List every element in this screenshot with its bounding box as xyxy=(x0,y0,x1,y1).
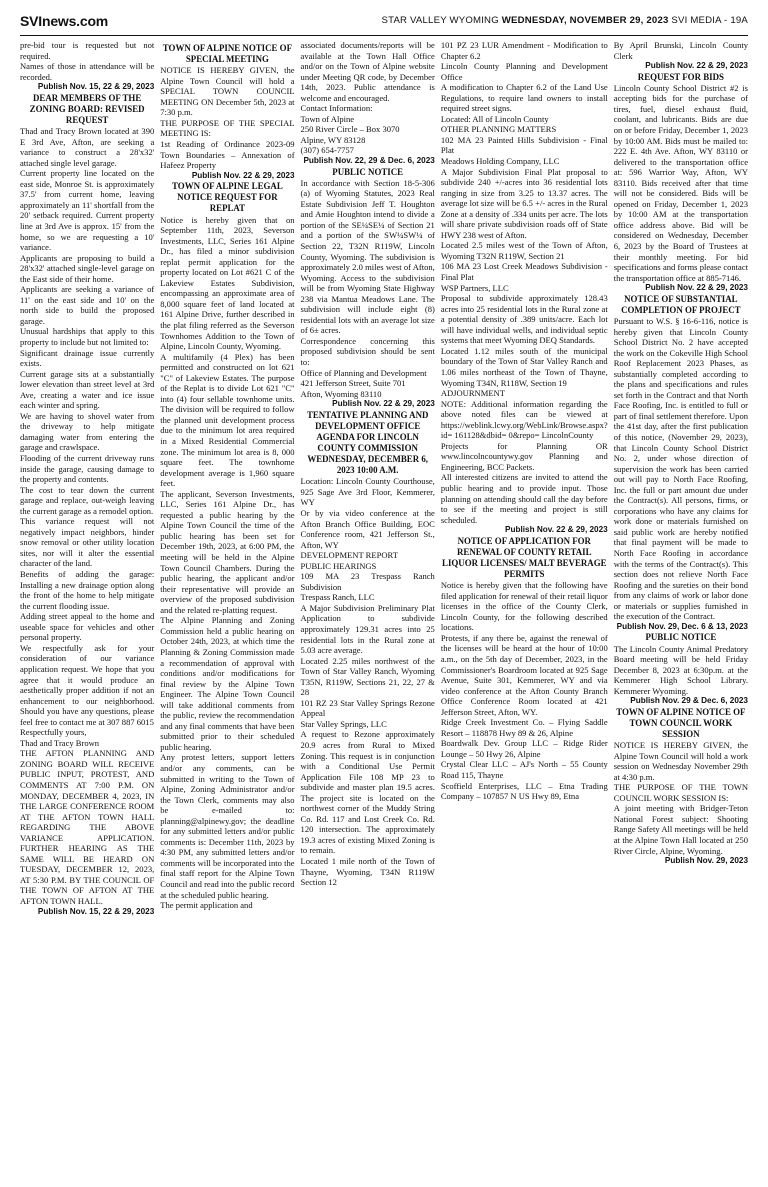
column-1 xyxy=(20,40,154,1177)
notice-text: Pursuant to W.S. § 16-6-116, notice is hereby given that Lincoln County School District No. 2 have accepted the work on the Cokeville High School Roof Replacement 2023 Phases, as substantially completed according to the plans and specifications and rules set forth in the Contract and that North Face Roofing, Inc. is entitled to full or part of final settlement therefore. Upon the 41st day, after the first publication of this notice, (November 29, 2023), that Lincoln County School District No. 2, under whose direction of supervision the work has been carried out will pay to North Face Roofing, Inc. the full or part amount due under the Contract(s). All persons, firms, or corporations who have any claims for work done or materials furnished on said public work are hereby notified that final payment will be made to North Face Roofing in accordance with the terms of the Contract(s). This section does not relieve North Face Roofing and the sureties on their bond from any claims of work or labor done or materials or supplies furnished in the execution of the Contract. xyxy=(613,315,748,622)
notice-text: Notice is hereby given that on September 11th, 2023, Severson Investments, LLC, Series 161 Alpine Dr., has filed a minor subdivision replat permit application for the property located on Lot #621 C of the Lakeview Estates Subdivision, encompassing an approximate area of 8,000 square feet of land located at 161 Alpine Drive, further described in the plat filing referred as the Severson Townhomes Addition to the Town of Alpine, Lincoln County, Wyoming. xyxy=(160,214,295,352)
notice-text: THE PURPOSE OF THE SPECIAL MEETING IS: xyxy=(160,117,295,139)
notice-text: Located 1.12 miles south of the municipal boundary of the Town of Star Valley Ranch and 1.06 miles northeast of the Town of Thayne, Wyoming T34N, R118W, Section 19 xyxy=(440,345,608,388)
header-info xyxy=(382,15,749,26)
notice-text: Lincoln County Planning and Development Office xyxy=(440,61,608,82)
notice-text: (307) 654-7757 xyxy=(300,145,354,156)
notice-title: REQUEST FOR BIDS xyxy=(637,71,724,82)
notice-text: Located 1 mile north of the Town of Thayne, Wyoming, T34N R119W Section 12 xyxy=(300,856,435,888)
notice-text: Applicants are seeking a variance of 11' on the east side and 10' on the north side to build the proposed garage. xyxy=(20,284,155,326)
notice-text: Flooding of the current driveway runs inside the garage, causing damage to the property and contents. xyxy=(20,453,155,485)
notice-text: Located: All of Lincoln County xyxy=(440,113,549,124)
publish-dates: Publish Nov. 22 & 29, 2023 xyxy=(332,399,435,409)
notice-title: PUBLIC NOTICE xyxy=(332,166,404,177)
notice-title: NOTICE OF SUBSTANTIAL COMPLETION OF PROJECT xyxy=(621,293,741,315)
publish-dates: Publish Nov. 29 & Dec. 6, 2023 xyxy=(630,696,748,706)
notice-title: TOWN OF ALPINE NOTICE OF TOWN COUNCIL WORK SESSION xyxy=(616,706,746,740)
notice-text: Afton, Wyoming 83110 xyxy=(300,388,382,399)
publish-dates: Publish Nov. 15, 22 & 29, 2023 xyxy=(37,82,155,92)
notice-title: PUBLIC NOTICE xyxy=(645,632,717,643)
notice-text: associated documents/reports will be available at the Town Hall Office and/or on the Town of Alpine website under Meeting QR code, by December 14th, 2023. Public attendance is welcome and encouraged. xyxy=(300,40,435,103)
notice-text: NOTE: Additional information regarding the above noted files can be viewed at https://weblink.lcwy.org/WebLink/Browse.aspx?id= 161128&dbid= 0&repo= LincolnCounty xyxy=(440,398,608,441)
notice-text: ADJOURNMENT xyxy=(440,388,505,399)
notice-text: A Major Subdivision Preliminary Plat Application to subdivide approximately 129.31 acres into 25 residential lots in the Rural zone at 5.03 acre average. xyxy=(300,602,435,656)
notice-text: THE AFTON PLANNING AND ZONING BOARD WILL RECEIVE PUBLIC INPUT, PROTEST, AND COMMENTS AT 7:00 P.M. ON MONDAY, DECEMBER 4, 2023, IN THE LARGE CONFERENCE ROOM AT THE AFTON TOWN HALL REGARDING THE ABOVE VARIANCE APPLICATION. FURTHER HEARING AS THE SAME WILL BE HEARD ON TUESDAY, DECEMBER 12, 2023, AT 5:30 P.M. BY THE COUNCIL OF THE TOWN OF AFTON AT THE AFTON TOWN HALL. xyxy=(20,748,155,906)
publish-dates: Publish Nov. 29, 2023 xyxy=(664,856,748,866)
notice-text: Town of Alpine xyxy=(300,113,355,124)
notice-text: Projects for Planning OR www.lincolncountywy.gov Planning and Engineering, BCC Packets. xyxy=(440,440,608,472)
notice-text: Location: Lincoln County Courthouse, 925 Sage Ave 3rd Floor, Kemmerer, WY xyxy=(300,476,435,508)
notice-text: 250 River Circle – Box 3070 xyxy=(300,124,400,135)
notice-text: 106 MA 23 Lost Creek Meadows Subdivision - Final Plat xyxy=(440,261,608,283)
notice-text: Alpine, WY 83128 xyxy=(300,134,366,145)
notice-text: Office of Planning and Development xyxy=(300,367,427,378)
notice-text: Current property line located on the east side, Monroe St. is approximately 37.5' from current home, leaving approximately an 11' shortfall from the 20' setback required. Current property line at 3rd Ave is approx. 15' from the home, so we are requesting a 10' variance. xyxy=(20,168,155,253)
notice-title: TOWN OF ALPINE NOTICE OF SPECIAL MEETING xyxy=(162,43,292,65)
notice-title: TENTATIVE PLANNING AND DEVELOPMENT OFFICE AGENDA FOR LINCOLN COUNTY COMMISSION WEDNESDAY, DECEMBER 6, 2023 10:00 A.M. xyxy=(306,409,429,476)
notice-text: 101 PZ 23 LUR Amendment - Modification to Chapter 6.2 xyxy=(440,40,608,61)
notice-text: By April Brunski, Lincoln County Clerk xyxy=(613,40,748,61)
notice-text: We respectfully ask for your consideration of our variance application request. We hope that you agree that it would produce an aesthetically proper addition if not an enhancement to our neighborhood. Should you have any questions, please feel free to contact me at 307 887 6015 xyxy=(20,642,155,727)
site-name[interactable]: SVInews.com xyxy=(20,12,109,29)
header-date: WEDNESDAY, NOVEMBER 29, 2023 xyxy=(501,15,669,26)
notice-text: Correspondence concerning this proposed subdivision should be sent to: xyxy=(300,335,435,367)
notice-text: Names of those in attendance will be recorded. xyxy=(20,61,155,82)
notice-text: A joint meeting with Bridger-Teton National Forest subject: Shooting Range Safety All meetings will be held at the Alpine Town Hall located at 250 River Circle, Alpine, Wyoming. xyxy=(613,803,748,856)
notice-text: DEVELOPMENT REPORT xyxy=(300,550,398,561)
notice-text: OTHER PLANNING MATTERS xyxy=(440,124,557,135)
notice-text: A request to Rezone approximately 20.9 acres from Rural to Mixed Zoning. This request is in conjunction with a Conditional Use Permit Application File 108 MP 23 to subdivide and master plan 19.5 acres. The project site is located on the northwest corner of the Muddy String Co. Rd. 117 and Lost Creek Co. Rd. 120 intersection. The approximately 19.3 acres of existing Mixed Zoning is to remain. xyxy=(300,729,435,856)
notice-title: DEAR MEMBERS OF THE ZONING BOARD: REVISED REQUEST xyxy=(29,92,145,125)
notice-title: NOTICE OF APPLICATION FOR RENEWAL OF COUNTY RETAIL LIQUOR LICENSES/ MALT BEVERAGE PERMITS xyxy=(442,535,607,580)
notice-text: PUBLIC HEARINGS xyxy=(300,560,377,571)
notice-text: 101 RZ 23 Star Valley Springs Rezone Appeal xyxy=(300,697,435,719)
notice-text: Applicants are proposing to build a 28'x32' attached single-level garage on the East side of their home. xyxy=(20,252,155,284)
notice-text: Unusual hardships that apply to this property to include but not limited to: xyxy=(20,326,155,347)
notice-columns xyxy=(20,40,748,1177)
column-5 xyxy=(614,40,748,1177)
notice-text: Current garage sits at a substantially lower elevation than street level at 3rd Ave, creating a water and ice issue each winter and spring. xyxy=(20,368,155,411)
publish-dates: Publish Nov. 22, 29 & Dec. 6, 2023 xyxy=(303,156,435,166)
notice-text: All interested citizens are invited to attend the public hearing and to provide input. Those planning on attending should call the day before to see if the meeting and project is still scheduled. xyxy=(440,472,608,525)
notice-text: This variance request will not negatively impact neighbors, hinder snow removal or other utility location sites, nor will it alter the essential character of the land. xyxy=(20,516,155,569)
notice-text: Located 2.5 miles west of the Town of Afton, Wyoming T32N R119W, Section 21 xyxy=(440,240,608,261)
notice-text: A Major Subdivision Final Plat proposal to subdivide 240 +/-acres into 36 residential lots ranging in size from 3.25 to 13.37 acres. The average lot size will be 6.5 +/- acres in the Rural Zone at a density of .334 units per acre. The lots will share private subdivision roads off of State HWY 238 west of Afton. xyxy=(440,166,608,240)
notice-text: A modification to Chapter 6.2 of the Land Use Regulations, to require land owners to install required street signs. xyxy=(440,82,608,114)
notice-text: Proposal to subdivide approximately 128.43 acres into 25 residential lots in the Rural zone at a potential density of .389 units/acre. Each lot will have individual wells, and individual septic systems that meet Wyoming DEQ Standards. xyxy=(440,293,608,346)
notice-text: Respectfully yours, xyxy=(20,727,87,738)
column-2 xyxy=(160,40,294,1177)
notice-text: Or by via video conference at the Afton Branch Office Building, EOC Conference room, 421 Jefferson St., Afton, WY xyxy=(300,507,435,550)
notice-text: Benefits of adding the garage: Installing a new drainage option along the front of the home to help mitigate the current flooding issue. xyxy=(20,569,155,611)
notice-text: 102 MA 23 Painted Hills Subdivision - Final Plat xyxy=(440,134,608,156)
notice-text: Boardwalk Dev. Group LLC – Ridge Rider Lounge – 50 Hwy 26, Alpine xyxy=(440,738,608,759)
notice-text: Scoffield Enterprises, LLC – Etna Trading Company – 107857 N US Hwy 89, Etna xyxy=(440,780,608,802)
notice-text: The Lincoln County Animal Predatory Board meeting will be held Friday December 8, 2023 at 6:30p.m. at the Kemmerer High School Library. Kemmerer Wyoming. xyxy=(613,643,748,696)
publish-dates: Publish Nov. 29, Dec. 6 & 13, 2023 xyxy=(616,621,748,631)
publish-dates: Publish Nov. 22 & 29, 2023 xyxy=(505,525,608,535)
notice-text: The permit application and xyxy=(160,900,253,911)
notice-text: 1st Reading of Ordinance 2023-09 Town Boundaries – Annexation of Hafeez Property xyxy=(160,139,295,171)
page-header xyxy=(20,6,748,36)
notice-text: Star Valley Springs, LLC xyxy=(300,718,387,729)
notice-title: TOWN OF ALPINE LEGAL NOTICE REQUEST FOR REPLAT xyxy=(172,181,283,214)
notice-text: Contact Information: xyxy=(300,103,373,114)
notice-text: Trespass Ranch, LLC xyxy=(300,592,375,603)
notice-text: Ridge Creek Investment Co. – Flying Saddle Resort – 118878 Hwy 89 & 26, Alpine xyxy=(440,717,608,738)
notice-text: Crystal Clear LLC – AJ's North – 55 County Road 115, Thayne xyxy=(440,759,608,780)
notice-text: Thad and Tracy Brown xyxy=(20,737,100,748)
notice-text: The applicant, Severson Investments, LLC, Series 161 Alpine Dr., has requested a public hearing by the Alpine Town Council the time of the public hearing has been set for December 19th, 2023, at 6:00 PM, the meeting will be held in the Alpine Town Council Chambers. During the public hearing, the applicant and/or their representative will provide an overview of the proposed subdivision and the related re-platting request. xyxy=(160,488,295,615)
notice-text: Notice is hereby given that the following have filed application for renewal of their retail liquor licenses in the office of the County Clerk, Lincoln County, for the following described locations. xyxy=(440,580,608,633)
notice-text: Meadows Holding Company, LLC xyxy=(440,156,560,167)
notice-text: 109 MA 23 Trespass Ranch Subdivision xyxy=(300,571,435,592)
notice-text: A multifamily (4 Plex) has been permitted and constructed on lot 621 "C" of Lakeview Estates. The purpose of the Replat is to divide Lot 621 "C" into (4) four sellable townhome units. The division will be required to follow the planned unit development process due to the minimum lot area required in a Mixed Residential Commercial zone. The minimum lot area is 8, 000 square feet. The townhome development average is 1,960 square feet. xyxy=(160,351,295,489)
column-3 xyxy=(301,40,435,1177)
notice-text: Located 2.25 miles northwest of the Town of Star Valley Ranch, Wyoming T35N, R119W, Sections 21, 22, 27 & 28 xyxy=(300,655,435,698)
notice-text: THE PURPOSE OF THE TOWN COUNCIL WORK SESSION IS: xyxy=(613,782,748,803)
notice-text: NOTICE IS HEREBY GIVEN, the Alpine Town Council will hold a work session on Wednesday November 29th at 4:30 p.m. xyxy=(613,740,748,782)
notice-text: Thad and Tracy Brown located at 390 E 3rd Ave, Afton, are seeking a variance to construct a 28'x32' attached single level garage. xyxy=(20,126,155,168)
notice-text: WSP Partners, LLC xyxy=(440,282,509,293)
notice-text: In accordance with Section 18-5-306 (a) of Wyoming Statutes, 2023 Real Estate Subdivision Jeff T. Houghton and Amie Houghton intend to divide a portion of the SE¼SE¼ of Section 21 and a portion of the SW¼SW¼ of Section 22, T32N R119W, Lincoln County, Wyoming. The subdivision is approximately 2.0 miles west of Afton, Wyoming. Access to the subdivision will be from Wyoming State Highway 238 via Mantua Meadows Lane. The subdivision will include eight (8) residential lots with an average lot size of 6± acres. xyxy=(300,177,435,336)
notice-text: The Alpine Planning and Zoning Commission held a public hearing on October 24th, 2023, at which time the Planning & Zoning Commission made a recommendation of approval with conditions and/or modifications for final review by the Alpine Town Engineer. The Alpine Town Council will take additional comments from the public, review the recommendation and any final comments that have been submitted prior to their scheduled public hearing. xyxy=(160,615,295,752)
notice-text: Significant drainage issue currently exists. xyxy=(20,347,155,369)
publish-dates: Publish Nov. 22 & 29, 2023 xyxy=(645,61,748,71)
notice-text: pre-bid tour is requested but not required. xyxy=(20,40,155,61)
notice-text: NOTICE IS HEREBY GIVEN, the Alpine Town Council will hold a SPECIAL TOWN COUNCIL MEETING ON December 5th, 2023 at 7:30 p.m. xyxy=(160,65,295,118)
column-4 xyxy=(441,40,608,1177)
notice-text: Protests, if any there be, against the renewal of the licenses will be heard at the hour of 10:00 a.m., on the 5th day of December, 2023, in the Commissioner's Boardroom located at 925 Sage Avenue, Suite 301, Kemmerer, WY and via video conference at the Afton County Branch Office Conference Room located at 421 Jefferson Street, Afton, WY. xyxy=(440,632,608,717)
publish-dates: Publish Nov. 22 & 29, 2023 xyxy=(645,283,748,293)
header-page: SVI MEDIA - 19A xyxy=(671,15,748,26)
notice-text: 421 Jefferson Street, Suite 701 xyxy=(300,378,406,389)
notice-text: Lincoln County School District #2 is accepting bids for the purchase of tires, fuel, diesel exhaust fluid, coolant, and lubricants. Bids are due on or before Friday, December 1, 2023 by 10:00 AM. Bids must be mailed to: 222 E. 4th Ave. Afton, WY 83110 or delivered to the transportation office at: 596 Warrior Way, Afton, WY 83110. Bids received after that time will not be considered. Bids will be opened on Friday, December 1, 2023 by 10:00 AM at the transportation office address above. Bid will be considered on Wednesday, December 6, 2023 by the Board of Trustees at their monthly meeting. For bid specifications and forms please contact the transportation office at 885-7146. xyxy=(613,82,748,283)
notice-text: We are having to shovel water from the driveway to help mitigate damaging water from entering the garage and crawlspace. xyxy=(20,410,155,453)
notice-text: The cost to tear down the current garage and replace, out-weigh leaving the current garage as a remodel option. xyxy=(20,484,155,516)
notice-text: Any protest letters, support letters and/or any comments, can be submitted in writing to the Town of Alpine, Zoning Administrator and/or the Town Clerk, comments may also be e-mailed to: planning@alpinewy.gov; the deadline for any submitted letters and/or public comments is: December 11th, 2023 by 4:30 PM, any submitted letters and/or comments will be incorporated into the final staff report for the Alpine Town Council and read into the public record at the scheduled public hearing. xyxy=(160,752,295,900)
publish-dates: Publish Nov. 22 & 29, 2023 xyxy=(191,170,295,180)
header-section: STAR VALLEY WYOMING xyxy=(381,15,499,26)
publish-dates: Publish Nov. 15, 22 & 29, 2023 xyxy=(37,906,155,916)
notice-text: Adding street appeal to the home and useable space for vehicles and other personal property. xyxy=(20,611,155,643)
